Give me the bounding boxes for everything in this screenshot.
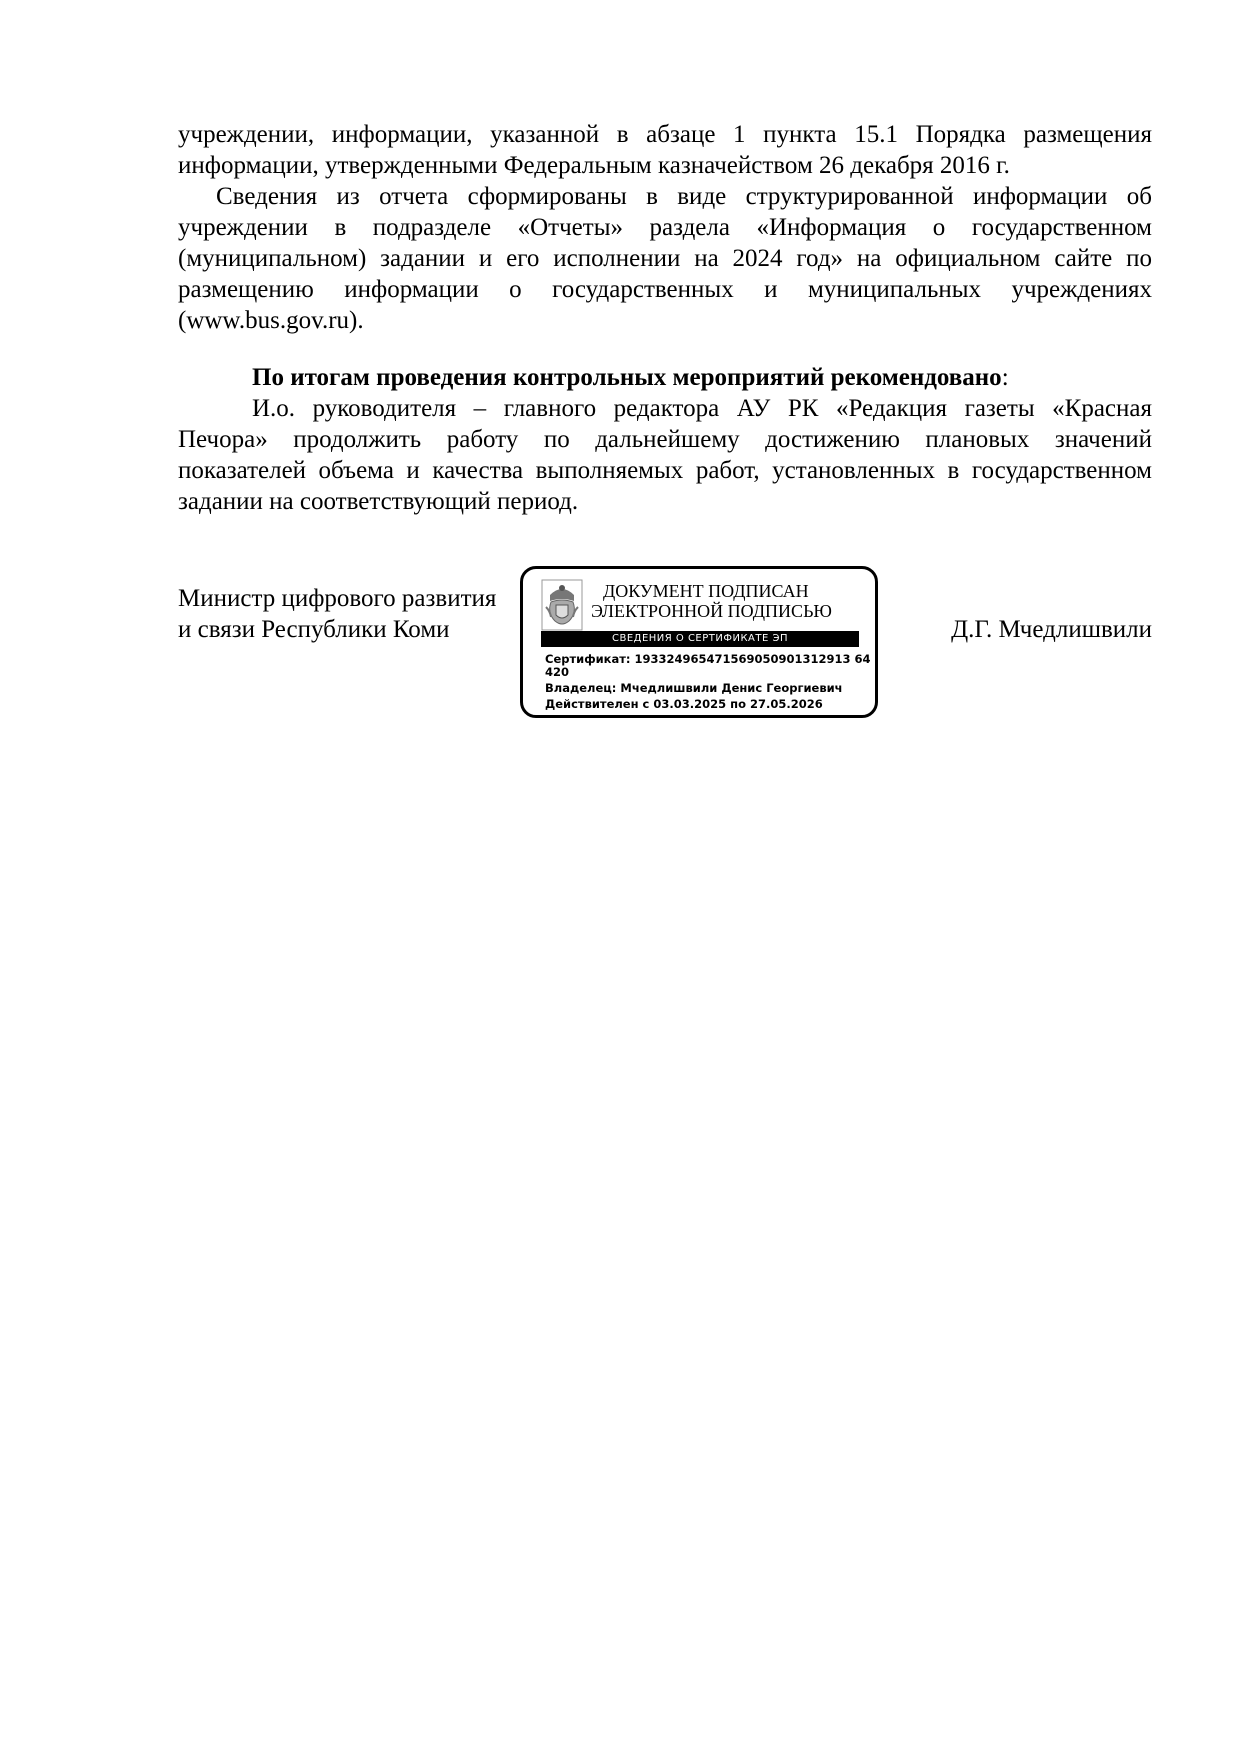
recommendation-line-2: Печора» продолжить работу по дальнейшему достижению плановых значений xyxy=(178,426,1152,453)
stamp-title-line-2: ЭЛЕКТРОННОЙ ПОДПИСЬЮ xyxy=(591,601,832,621)
stamp-certificate-number: Сертификат: 193324965471569050901312913 64420 xyxy=(545,652,871,679)
coat-of-arms-icon xyxy=(541,579,583,631)
recommendation-line-3: показателей объема и качества выполняемых работ, установленных в государственном xyxy=(178,457,1152,484)
stamp-title xyxy=(591,581,861,621)
signatory-position xyxy=(178,583,496,645)
recommendation-line-1: И.о. руководителя – главного редактора АУ РК «Редакция газеты «Красная xyxy=(252,395,1152,422)
recommendation-heading-colon: : xyxy=(1001,364,1009,391)
stamp-certificate-bar: СВЕДЕНИЯ О СЕРТИФИКАТЕ ЭП xyxy=(541,631,859,647)
recommendation-heading xyxy=(252,362,1009,393)
stamp-owner: Владелец: Мчедлишвили Денис Георгиевич xyxy=(545,681,843,695)
electronic-signature-stamp xyxy=(520,566,878,718)
recommendation-heading-text: По итогам проведения контрольных мероприятий рекомендовано xyxy=(252,364,1002,391)
recommendation-line-4: задании на соответствующий период. xyxy=(178,488,579,515)
paragraph-1-line-2: информации, утвержденными Федеральным казначейством 26 декабря 2016 г. xyxy=(178,152,1010,179)
paragraph-2-line-3: (муниципальном) задании и его исполнении на 2024 год» на официальном сайте по xyxy=(178,245,1152,272)
paragraph-2-line-1: Сведения из отчета сформированы в виде структурированной информации об xyxy=(216,183,1152,210)
paragraph-1-line-1: учреждении, информации, указанной в абзаце 1 пункта 15.1 Порядка размещения xyxy=(178,121,1152,148)
stamp-title-line-1: ДОКУМЕНТ ПОДПИСАН xyxy=(603,581,809,601)
paragraph-2-line-5: (www.bus.gov.ru). xyxy=(178,307,364,334)
paragraph-2-line-4: размещению информации о государственных и муниципальных учреждениях xyxy=(178,276,1152,303)
signatory-position-line-1: Министр цифрового развития xyxy=(178,585,497,612)
signatory-position-line-2: и связи Республики Коми xyxy=(178,616,450,643)
stamp-validity: Действителен с 03.03.2025 по 27.05.2026 xyxy=(545,697,823,711)
signatory-name: Д.Г. Мчедлишвили xyxy=(951,616,1152,643)
paragraph-2-line-2: учреждении в подразделе «Отчеты» раздела «Информация о государственном xyxy=(178,214,1152,241)
